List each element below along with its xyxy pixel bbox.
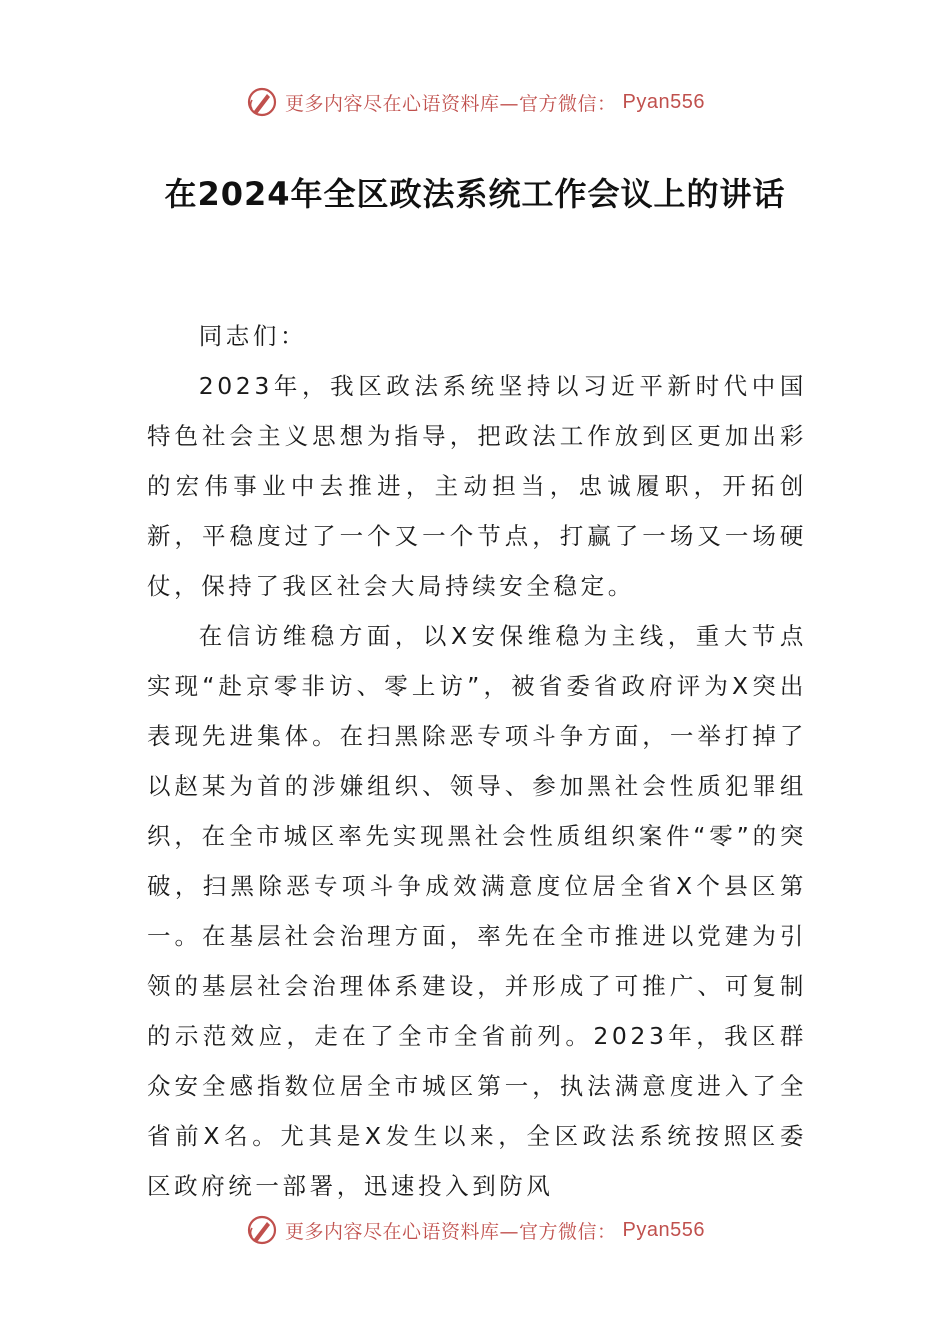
document-body	[147, 311, 807, 1211]
document-title: 在2024年全区政法系统工作会议上的讲话	[164, 175, 786, 213]
header-watermark-banner	[0, 82, 950, 122]
header-wechat-id: Pyan556	[622, 90, 705, 113]
header-banner-text: 更多内容尽在心语资料库—官方微信：	[285, 92, 617, 115]
paragraph-2: 在信访维稳方面，以X安保维稳为主线，重大节点实现“赴京零非访、零上访”，被省委省政府评为X突出表现先进集体。在扫黑除恶专项斗争方面，一举打掉了以赵某为首的涉嫌组织、领导、参加黑社会性质犯罪组织，在全市城区率先实现黑社会性质组织案件“零”的突破，扫黑除恶专项斗争成效满意度位居全省X个县区第一。在基层社会治理方面，率先在全市推进以党建为引领的基层社会治理体系建设，并形成了可推广、可复制的示范效应，走在了全市全省前列。2023年，我区群众安全感指数位居全市城区第一，执法满意度进入了全省前X名。尤其是X发生以来，全区政法系统按照区委区政府统一部署，迅速投入到防风	[147, 622, 807, 1200]
salutation: 同志们：	[198, 322, 308, 350]
footer-banner-text: 更多内容尽在心语资料库—官方微信：	[285, 1220, 617, 1243]
footer-wechat-id: Pyan556	[622, 1218, 705, 1241]
pen-logo-icon	[245, 85, 279, 119]
pen-logo-icon	[245, 1213, 279, 1247]
paragraph-1: 2023年，我区政法系统坚持以习近平新时代中国特色社会主义思想为指导，把政法工作放到区更加出彩的宏伟事业中去推进，主动担当，忠诚履职，开拓创新，平稳度过了一个又一个节点，打赢了一场又一场硬仗，保持了我区社会大局持续安全稳定。	[147, 372, 807, 600]
footer-watermark-banner	[0, 1210, 950, 1250]
